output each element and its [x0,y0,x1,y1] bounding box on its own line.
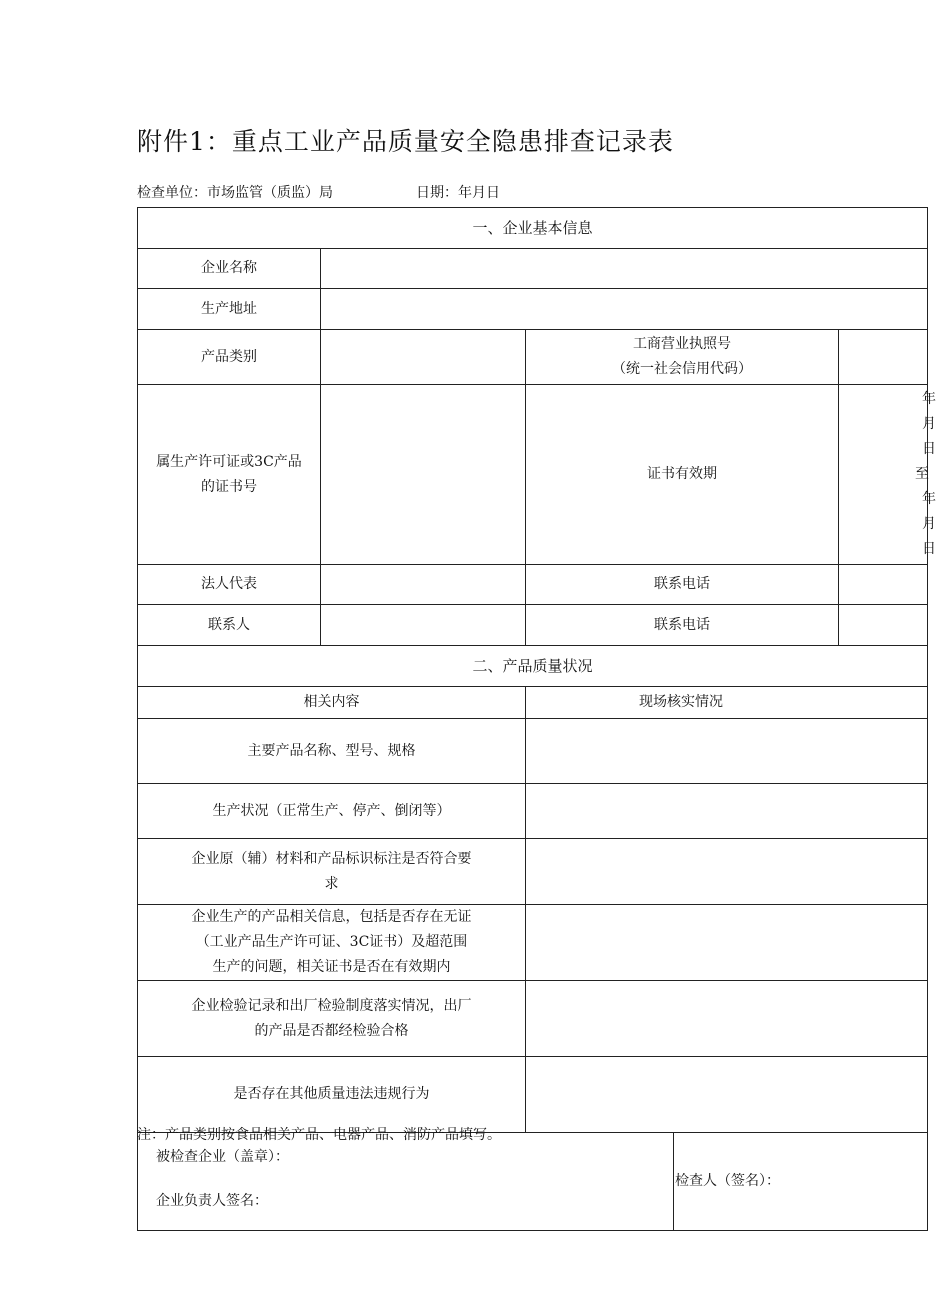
signature-row [138,1133,928,1231]
certificate-label-line2: 的证书号 [201,478,257,495]
license-label-line1: 工商营业执照号 [633,336,731,352]
quality-item-label [138,1057,526,1133]
license-field[interactable] [839,330,928,385]
quality-item-field[interactable] [526,981,928,1057]
contact-label: 联系人 [138,605,321,646]
quality-item-field[interactable] [526,839,928,905]
address-field[interactable] [321,289,928,330]
company-name-row [138,249,928,289]
certificate-label-line1: 属生产许可证或3C产品 [156,453,302,470]
legal-rep-phone-label: 联系电话 [526,565,839,605]
quality-row [138,839,928,905]
section-quality-heading: 二、产品质量状况 [138,646,928,687]
validity-from: 年月日 [922,391,936,457]
quality-item-label [138,839,526,905]
footnote: 注：产品类别按食品相关产品、电器产品、消防产品填写。 [137,1127,501,1143]
company-seal-label: 被检查企业（盖章）： [156,1149,289,1165]
license-label-line2: （统一社会信用代码） [612,361,752,377]
company-head-label: 企业负责人签名： [156,1193,268,1209]
contact-row [138,605,928,646]
category-row [138,330,928,385]
section-basic-info-row [138,208,928,249]
company-name-label: 企业名称 [138,249,321,289]
inspection-date: 日期：年月日 [416,185,500,201]
section-basic-info-heading: 一、企业基本信息 [138,208,928,249]
quality-item-line: 的产品是否都经检验合格 [254,1022,409,1039]
legal-rep-row [138,565,928,605]
address-row [138,289,928,330]
category-label: 产品类别 [138,330,321,385]
inspector-label: 检查人（签名）： [675,1173,780,1189]
quality-row [138,719,928,784]
quality-row [138,1057,928,1133]
quality-row [138,905,928,981]
certificate-label [138,385,321,565]
license-label [526,330,839,385]
contact-field[interactable] [321,605,526,646]
legal-rep-label: 法人代表 [138,565,321,605]
record-table [137,207,936,1231]
quality-item-label [138,784,526,839]
validity-to: 至年月日 [915,466,936,557]
certificate-row [138,385,928,565]
quality-item-line: 企业检验记录和出厂检验制度落实情况，出厂 [191,997,472,1014]
quality-item-line: 生产状况（正常生产、停产、倒闭等） [212,802,451,819]
quality-item-label [138,905,526,981]
quality-header-row [138,687,928,719]
quality-item-field[interactable] [526,719,928,784]
validity-label: 证书有效期 [526,385,839,565]
legal-rep-field[interactable] [321,565,526,605]
quality-item-field[interactable] [526,905,928,981]
quality-item-line: 企业原（辅）材料和产品标识标注是否符合要 [191,850,472,867]
quality-item-field[interactable] [526,1057,928,1133]
quality-item-field[interactable] [526,784,928,839]
contact-phone-field[interactable] [839,605,928,646]
quality-item-label [138,719,526,784]
address-label: 生产地址 [138,289,321,330]
quality-row [138,981,928,1057]
inspector-signature-cell[interactable] [674,1133,928,1231]
quality-item-line: 生产的问题，相关证书是否在有效期内 [212,959,451,975]
contact-phone-label: 联系电话 [526,605,839,646]
certificate-field[interactable] [321,385,526,565]
quality-item-label [138,981,526,1057]
section-quality-row [138,646,928,687]
company-signature-cell[interactable] [138,1133,674,1231]
category-field[interactable] [321,330,526,385]
company-name-field[interactable] [321,249,928,289]
quality-item-line: 求 [324,875,339,892]
quality-item-line: 是否存在其他质量违法违规行为 [233,1086,430,1102]
page-title: 附件1：重点工业产品质量安全隐患排查记录表 [137,127,674,156]
quality-item-line: 企业生产的产品相关信息，包括是否存在无证 [191,909,472,925]
inspection-unit: 检查单位：市场监管（质监）局 [137,185,333,201]
column-header-content: 相关内容 [138,687,526,719]
column-header-check: 现场核实情况 [526,687,928,719]
quality-row [138,784,928,839]
quality-item-line: 主要产品名称、型号、规格 [247,742,416,759]
quality-item-line: （工业产品生产许可证、3C证书）及超范围 [195,934,468,950]
legal-rep-phone-field[interactable] [839,565,928,605]
validity-field[interactable] [839,385,936,565]
